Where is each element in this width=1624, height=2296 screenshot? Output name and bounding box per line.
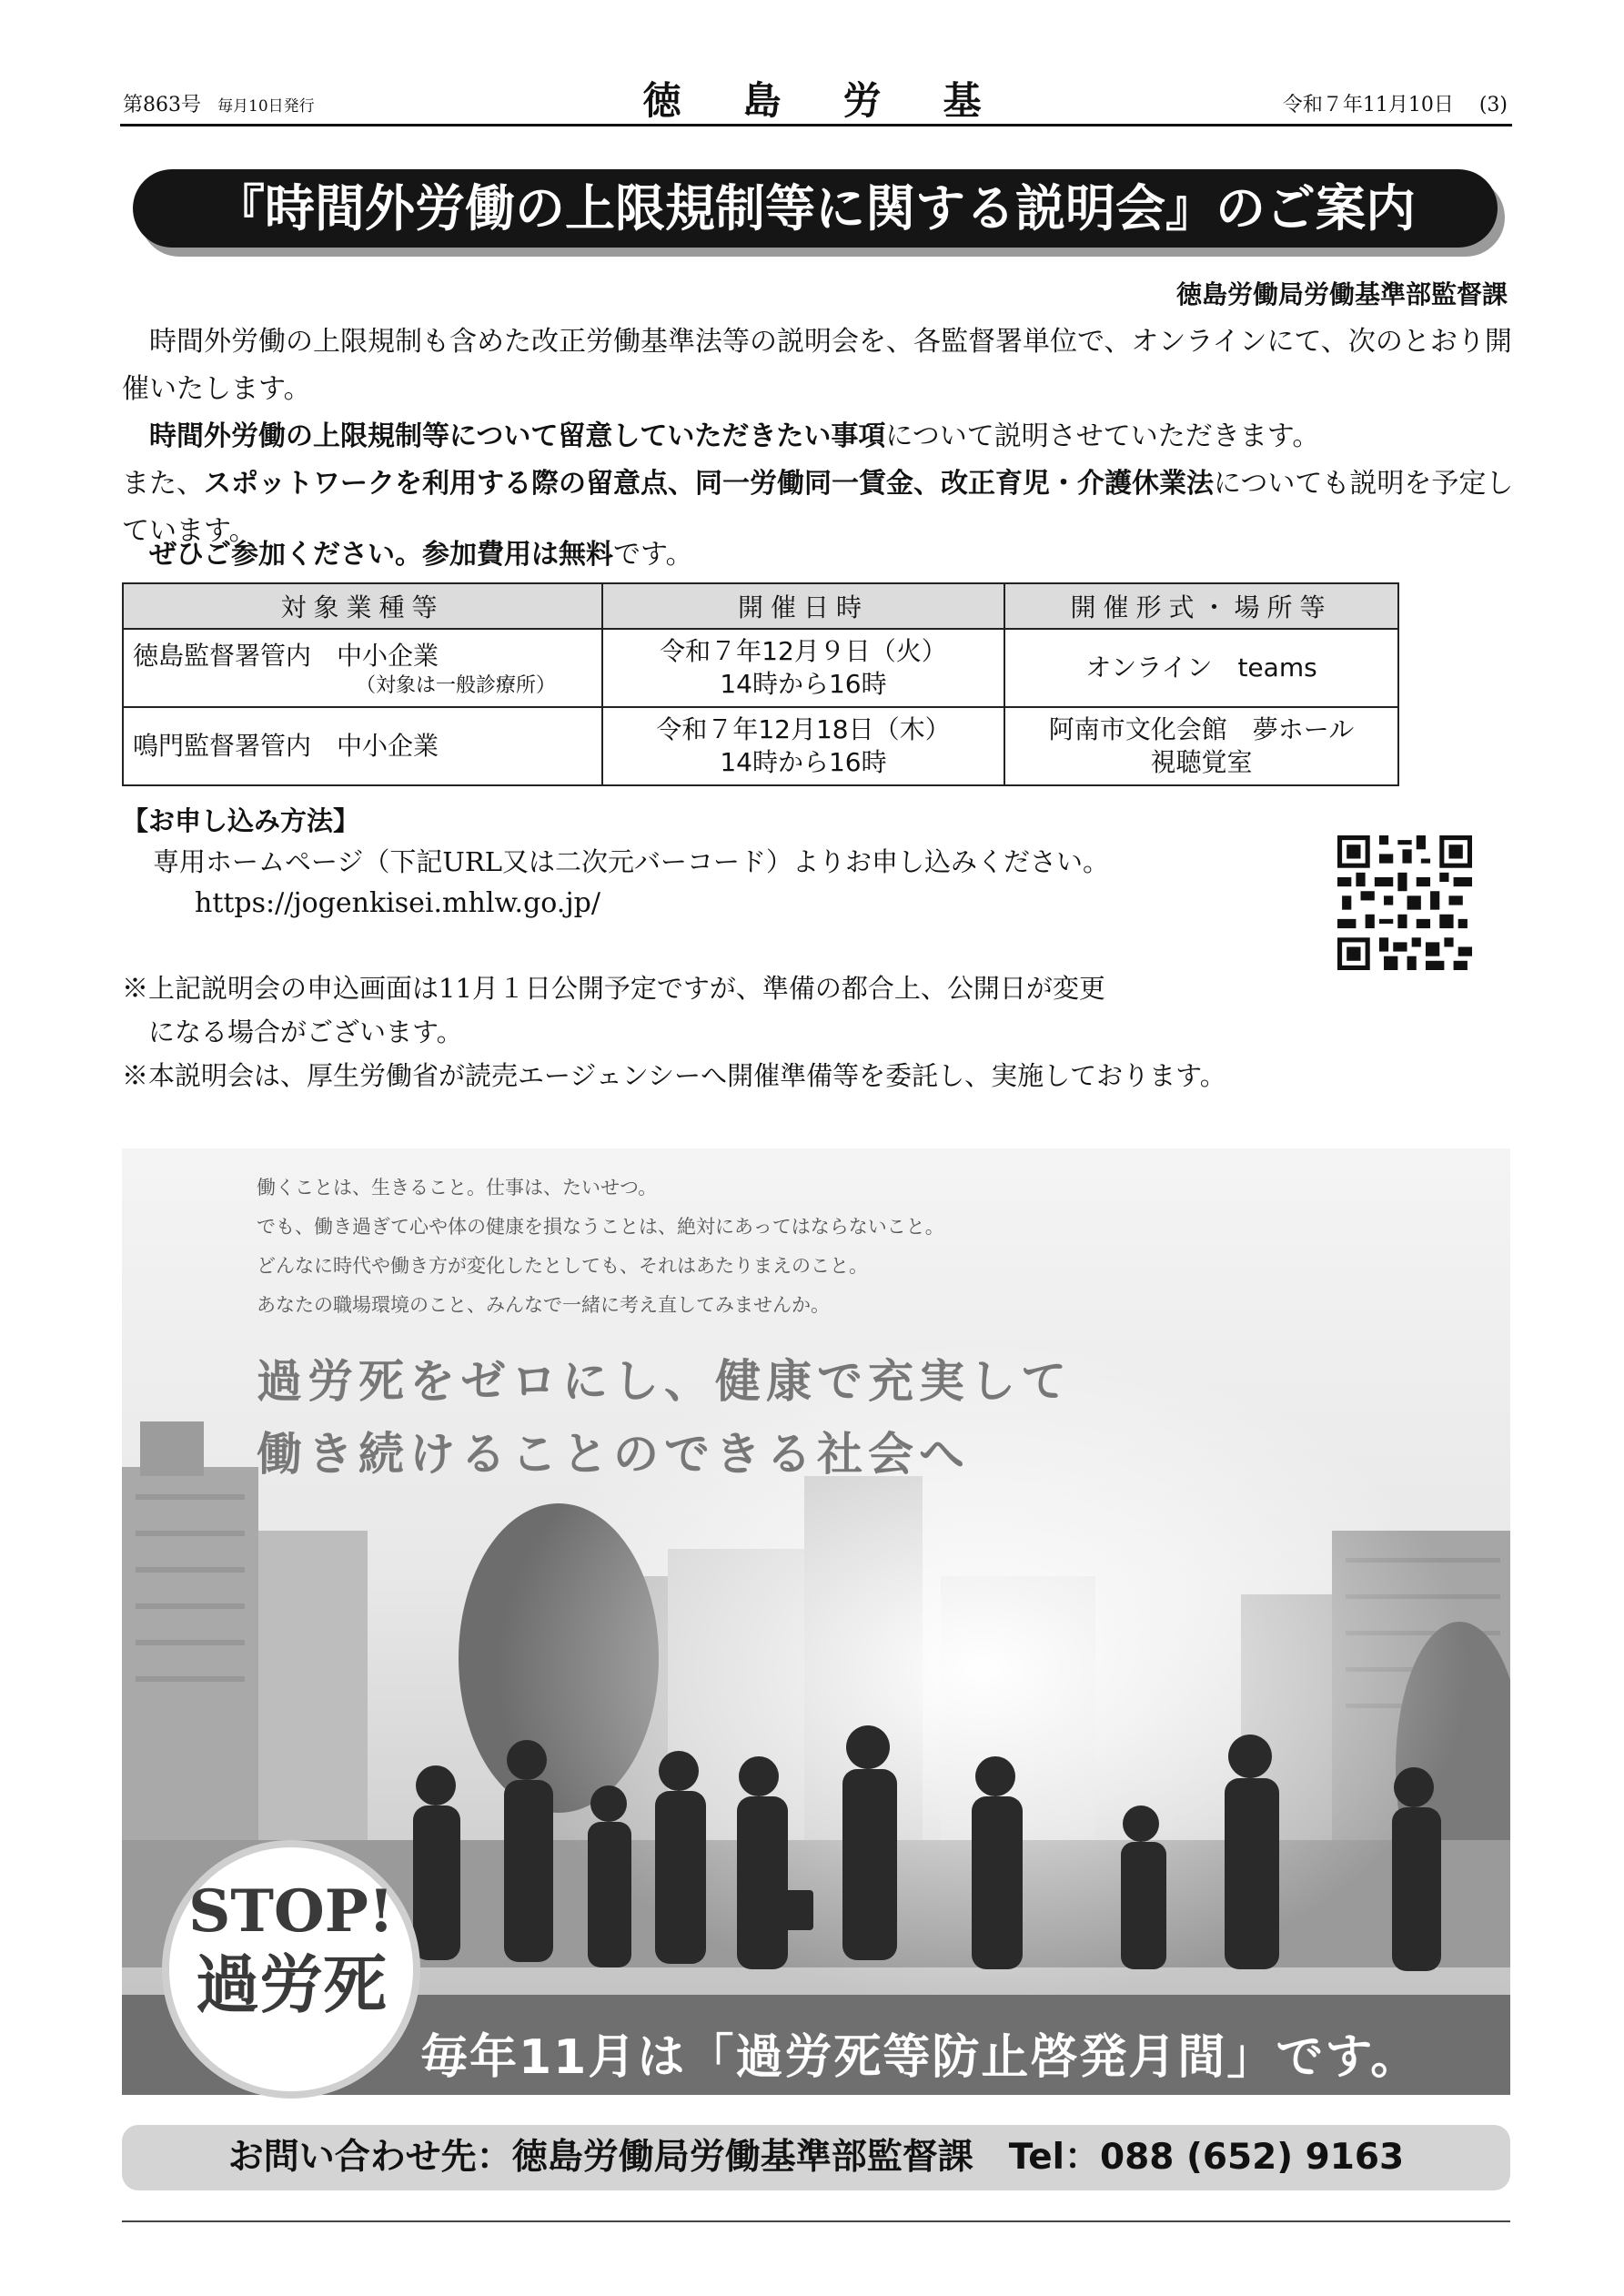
issue-note: 毎月10日発行 [217,97,315,116]
p2-bold: 時間外労働の上限規制等について留意していただきたい事項 [149,420,886,452]
target-note: （対象は一般診療所） [355,674,556,697]
apply-url-link[interactable]: https://jogenkisei.mhlw.go.jp/ [195,887,600,919]
place-text: 阿南市文化会館 夢ホール [1048,714,1355,744]
table-header-row [123,583,1398,629]
column-header: 開催日時 [602,583,1004,629]
header-divider [120,124,1512,126]
seal-karoshi-text: 過労死 [196,1947,387,2022]
place-text-2: 視聴覚室 [1150,747,1253,777]
slogan-line-1: 過労死をゼロにし、健康で充実して [257,1355,1072,1408]
qr-code-icon[interactable] [1337,835,1472,970]
note-1-cont: になる場合がございます。 [148,1017,463,1047]
seal-stop-text: STOP! [188,1877,394,1946]
note-1: ※上記説明会の申込画面は11月１日公開予定ですが、準備の都合上、公開日が変更 [122,973,1105,1004]
place-cell [1004,629,1398,707]
date-text: 令和７年12月９日（火） [660,636,947,666]
p3-rest: についても説明を予定しています。 [122,468,1514,547]
date-cell [602,629,1004,707]
note-2: ※本説明会は、厚生労働省が読売エージェンシーへ開催準備等を委託し、実施しております。 [122,1060,1226,1091]
p3-bold: スポットワークを利用する際の留意点、同一労働同一賃金、改正育児・介護休業法 [204,468,1214,500]
table-row [123,629,1398,707]
place-cell [1004,707,1398,785]
date-cell [602,707,1004,785]
time-text: 14時から16時 [720,669,887,699]
contact-info: お問い合わせ先：徳島労働局労働基準部監督課 Tel：088 (652) 9163 [122,2125,1510,2190]
time-text: 14時から16時 [720,747,887,777]
table-row [123,707,1398,785]
page-number: (3) [1478,94,1508,116]
poster-message-4: あなたの職場環境のこと、みんなで一緒に考え直してみませんか。 [257,1294,830,1316]
issue-label: 第863号 [123,94,201,116]
place-text: オンライン teams [1085,652,1317,683]
intro-paragraph: 時間外労働の上限規制も含めた改正労働基準法等の説明会を、各監督署単位で、オンラインにて、次のとおり開催いたします。 [122,326,1512,405]
poster-message-2: でも、働き過ぎて心や体の健康を損なうことは、絶対にあってはならないこと。 [257,1216,944,1238]
column-header: 開催形式・場所等 [1004,583,1398,629]
apply-heading: 【お申し込み方法】 [122,805,360,836]
column-header: 対象業種等 [123,583,602,629]
p4-rest: です。 [613,539,693,571]
poster-message-1: 働くことは、生きること。仕事は、たいせつ。 [257,1177,658,1199]
slogan-line-2: 働き続けることのできる社会へ [257,1428,970,1481]
p4-bold: ぜひご参加ください。参加費用は無料 [149,539,613,571]
newsletter-title: 徳島労基 [642,78,1044,123]
target-text: 徳島監督署管内 中小企業 [133,641,439,671]
apply-text: 専用ホームページ（下記URL又は二次元バーコード）よりお申し込みください。 [153,846,1109,877]
article-title: 『時間外労働の上限規制等に関する説明会』のご案内 [133,169,1498,248]
schedule-table [122,582,1399,786]
poster-message-3: どんなに時代や働き方が変化したとしても、それはあたりまえのこと。 [257,1255,868,1277]
paragraph-4 [122,531,1523,579]
target-text: 鳴門監督署管内 中小企業 [133,731,439,761]
p3-pre: また、 [122,468,204,500]
organization-name: 徳島労働局労働基準部監督課 [1175,279,1508,309]
target-cell [123,629,602,707]
stop-karoshi-seal [162,1840,420,2099]
p2-rest: について説明させていただきます。 [885,420,1320,452]
date-label: 令和７年11月10日 [1282,94,1454,116]
awareness-month-text: 毎年11月は「過労死等防止啓発月間」です。 [420,2030,1420,2085]
issue-date [1283,89,1508,117]
target-cell [123,707,602,785]
date-text: 令和７年12月18日（木） [656,714,951,744]
paragraph-2 [122,413,1523,460]
footer-divider [122,2220,1510,2222]
